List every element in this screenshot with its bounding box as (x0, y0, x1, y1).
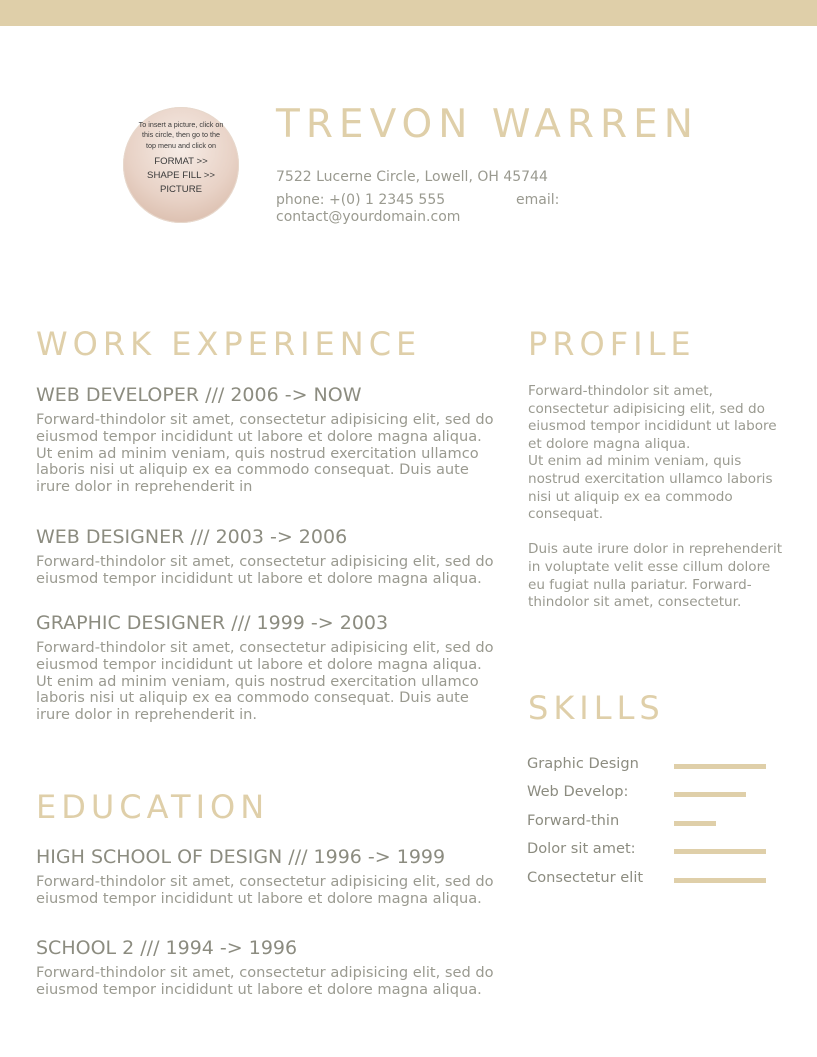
skills-heading: SKILLS (528, 689, 665, 727)
phone: phone: +(0) 1 2345 555 (276, 192, 446, 208)
skill-bar (674, 792, 766, 797)
skill-bar-fill (674, 792, 746, 797)
skill-bar (674, 821, 766, 826)
skill-name: Dolor sit amet: (527, 840, 636, 857)
email-label: email: (516, 192, 560, 208)
profile-text: Forward-thindolor sit amet, consectetur adipisicing elit, sed do eiusmod tempor incididunt ut labore et dolore magna aliqua. Ut enim ad minim veniam, quis nostrud exercitation ullamco laboris nisi ut aliquip ex ea commodo consequat. Duis aute irure dolor in reprehenderit in voluptate velit esse cillum dolore eu fugiat nulla pariatur. Forward-thindolor sit amet, consectetur. (528, 383, 783, 611)
profile-photo-placeholder[interactable] (123, 107, 239, 223)
skill-bar-fill (674, 878, 766, 883)
skill-bar-fill (674, 849, 766, 854)
skill-bar (674, 878, 766, 883)
job-title: WEB DESIGNER /// 2003 -> 2006 (36, 526, 348, 548)
education-title: HIGH SCHOOL OF DESIGN /// 1996 -> 1999 (36, 846, 446, 868)
photo-hint: To insert a picture, click on this circle, then go to the top menu and click on (138, 120, 224, 150)
profile-heading: PROFILE (528, 325, 696, 363)
job-title: GRAPHIC DESIGNER /// 1999 -> 2003 (36, 612, 389, 634)
education-heading: EDUCATION (36, 788, 270, 826)
skill-name: Forward-thin (527, 812, 620, 829)
job-description: Forward-thindolor sit amet, consectetur adipisicing elit, sed do eiusmod tempor incididunt ut labore et dolore magna aliqua. (36, 554, 494, 587)
skill-name: Graphic Design (527, 755, 639, 772)
photo-action: FORMAT >> SHAPE FILL >> PICTURE (147, 156, 215, 196)
education-description: Forward-thindolor sit amet, consectetur adipisicing elit, sed do eiusmod tempor incididunt ut labore et dolore magna aliqua. (36, 874, 494, 907)
skill-name: Web Develop: (527, 783, 629, 800)
education-description: Forward-thindolor sit amet, consectetur adipisicing elit, sed do eiusmod tempor incididunt ut labore et dolore magna aliqua. (36, 965, 494, 998)
skill-bar (674, 849, 766, 854)
top-accent-bar (0, 0, 817, 26)
phone-line (276, 192, 560, 208)
job-description: Forward-thindolor sit amet, consectetur adipisicing elit, sed do eiusmod tempor incididunt ut labore et dolore magna aliqua. Ut enim ad minim veniam, quis nostrud exercitation ullamco laboris nisi ut aliquip ex ea commodo consequat. Duis aute irure dolor in reprehenderit in (36, 412, 494, 496)
work-experience-heading: WORK EXPERIENCE (36, 325, 422, 363)
skill-bar-fill (674, 821, 716, 826)
candidate-name: TREVON WARREN (276, 102, 699, 147)
email: contact@yourdomain.com (276, 209, 461, 225)
skill-bar-fill (674, 764, 766, 769)
skill-bar (674, 764, 766, 769)
education-title: SCHOOL 2 /// 1994 -> 1996 (36, 937, 298, 959)
skill-name: Consectetur elit (527, 869, 644, 886)
job-title: WEB DEVELOPER /// 2006 -> NOW (36, 384, 362, 406)
job-description: Forward-thindolor sit amet, consectetur adipisicing elit, sed do eiusmod tempor incididunt ut labore et dolore magna aliqua. Ut enim ad minim veniam, quis nostrud exercitation ullamco laboris nisi ut aliquip ex ea commodo consequat. Duis aute irure dolor in reprehenderit in. (36, 640, 494, 724)
address: 7522 Lucerne Circle, Lowell, OH 45744 (276, 169, 548, 185)
